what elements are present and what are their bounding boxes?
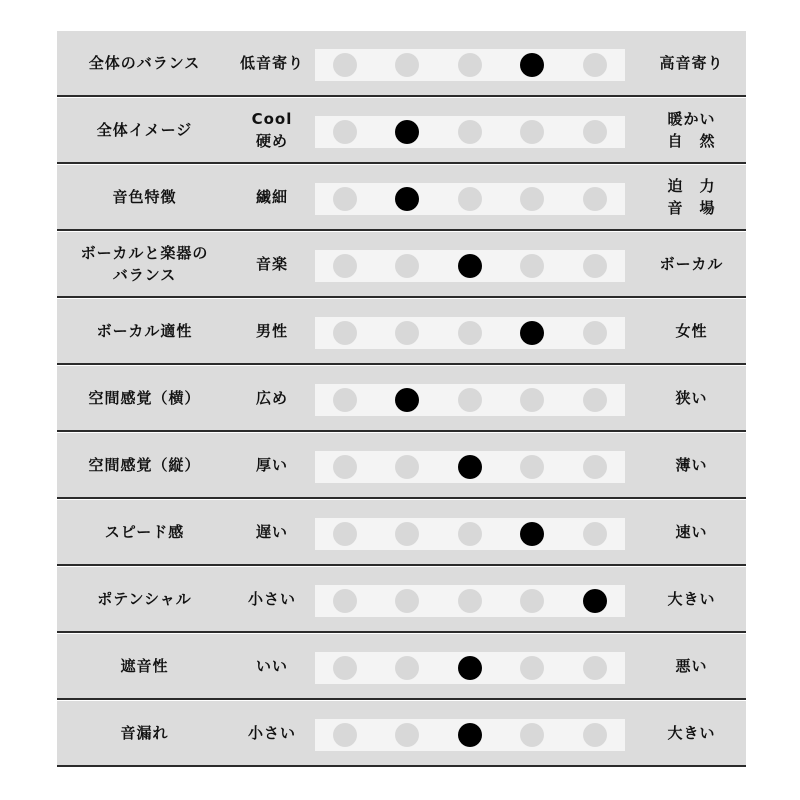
rating-dot xyxy=(395,321,419,345)
rating-dot xyxy=(520,120,544,144)
left-pole-label: 繊細 xyxy=(255,188,288,206)
rating-dot-selected xyxy=(520,53,544,77)
rating-dot xyxy=(520,254,544,278)
rating-dot xyxy=(333,187,357,211)
attribute-label: 空間感覚（横） xyxy=(88,389,201,407)
left-pole-label: 小さい xyxy=(247,590,296,608)
attribute-label: 全体のバランス xyxy=(88,54,201,72)
rating-dot xyxy=(520,656,544,680)
rating-dot xyxy=(583,120,607,144)
rating-dot xyxy=(395,522,419,546)
rating-dot xyxy=(333,120,357,144)
attribute-label: ポテンシャル xyxy=(97,590,192,608)
rating-scale xyxy=(315,183,625,215)
rating-dot xyxy=(583,388,607,412)
rating-scale xyxy=(315,250,625,282)
right-pole-label: 暖かい 自 然 xyxy=(667,110,716,150)
left-pole-label: 広め xyxy=(255,389,288,407)
right-pole-label: 狭い xyxy=(675,389,708,407)
sound-characteristics-table xyxy=(57,31,746,767)
rating-scale xyxy=(315,384,625,416)
rating-dot xyxy=(520,589,544,613)
rating-dot-selected xyxy=(395,120,419,144)
attribute-label: 空間感覚（縦） xyxy=(88,456,201,474)
rating-scale xyxy=(315,585,625,617)
rating-dot-selected xyxy=(458,455,482,479)
table-row xyxy=(57,500,746,566)
attribute-label: 遮音性 xyxy=(120,657,169,675)
rating-dot xyxy=(333,254,357,278)
rating-dot xyxy=(395,455,419,479)
rating-dot xyxy=(333,455,357,479)
right-pole-label: 速い xyxy=(675,523,708,541)
attribute-label: 音色特徴 xyxy=(112,188,177,206)
attribute-label: 音漏れ xyxy=(120,724,169,742)
rating-dot-selected xyxy=(458,723,482,747)
right-pole-label: 大きい xyxy=(667,590,716,608)
rating-dot xyxy=(458,187,482,211)
rating-dot xyxy=(395,254,419,278)
rating-dot xyxy=(333,522,357,546)
rating-dot xyxy=(520,187,544,211)
rating-dot xyxy=(458,120,482,144)
rating-dot-selected xyxy=(395,388,419,412)
right-pole-label: 薄い xyxy=(675,456,708,474)
attribute-label: 全体イメージ xyxy=(96,121,193,139)
rating-dot xyxy=(333,589,357,613)
rating-dot xyxy=(458,522,482,546)
table-row xyxy=(57,165,746,231)
table-row xyxy=(57,634,746,700)
rating-dot-selected xyxy=(458,254,482,278)
rating-scale xyxy=(315,317,625,349)
left-pole-label: いい xyxy=(255,657,288,675)
rating-dot xyxy=(520,455,544,479)
right-pole-label: 悪い xyxy=(675,657,708,675)
right-pole-label: 迫 力 音 場 xyxy=(667,177,716,217)
rating-dot xyxy=(583,723,607,747)
rating-dot xyxy=(583,656,607,680)
rating-dot xyxy=(458,53,482,77)
right-pole-label: ボーカル xyxy=(659,255,724,273)
rating-dot xyxy=(333,321,357,345)
right-pole-label: 高音寄り xyxy=(659,54,724,72)
rating-dot xyxy=(395,589,419,613)
attribute-label: スピード感 xyxy=(104,523,185,541)
table-row xyxy=(57,567,746,633)
table-row xyxy=(57,366,746,432)
rating-dot xyxy=(520,388,544,412)
rating-dot xyxy=(333,723,357,747)
rating-dot xyxy=(583,187,607,211)
rating-dot xyxy=(395,53,419,77)
attribute-label: ボーカル適性 xyxy=(96,322,193,340)
left-pole-label: 音楽 xyxy=(255,255,288,273)
rating-dot xyxy=(583,522,607,546)
table-row xyxy=(57,31,746,97)
rating-scale xyxy=(315,451,625,483)
left-pole-label: 小さい xyxy=(247,724,296,742)
rating-dot xyxy=(458,589,482,613)
rating-dot-selected xyxy=(520,522,544,546)
table-row xyxy=(57,433,746,499)
rating-dot-selected xyxy=(520,321,544,345)
attribute-label: ボーカルと楽器の バランス xyxy=(80,244,209,284)
rating-dot-selected xyxy=(395,187,419,211)
table-row xyxy=(57,701,746,767)
rating-dot xyxy=(395,656,419,680)
rating-dot xyxy=(458,388,482,412)
left-pole-label: 厚い xyxy=(255,456,288,474)
rating-dot xyxy=(583,53,607,77)
rating-scale xyxy=(315,116,625,148)
rating-scale xyxy=(315,719,625,751)
rating-dot-selected xyxy=(583,589,607,613)
rating-dot xyxy=(583,254,607,278)
rating-dot xyxy=(458,321,482,345)
rating-dot-selected xyxy=(458,656,482,680)
rating-dot xyxy=(395,723,419,747)
right-pole-label: 女性 xyxy=(675,322,708,340)
table-row xyxy=(57,98,746,164)
rating-scale xyxy=(315,49,625,81)
rating-scale xyxy=(315,652,625,684)
rating-dot xyxy=(583,321,607,345)
table-row xyxy=(57,232,746,298)
rating-dot xyxy=(333,656,357,680)
rating-dot xyxy=(333,388,357,412)
rating-dot xyxy=(583,455,607,479)
left-pole-label: 男性 xyxy=(255,322,288,340)
left-pole-label: Cool 硬め xyxy=(251,110,293,150)
table-row xyxy=(57,299,746,365)
rating-dot xyxy=(333,53,357,77)
left-pole-label: 遅い xyxy=(255,523,288,541)
left-pole-label: 低音寄り xyxy=(239,54,304,72)
right-pole-label: 大きい xyxy=(667,724,716,742)
rating-dot xyxy=(520,723,544,747)
rating-scale xyxy=(315,518,625,550)
